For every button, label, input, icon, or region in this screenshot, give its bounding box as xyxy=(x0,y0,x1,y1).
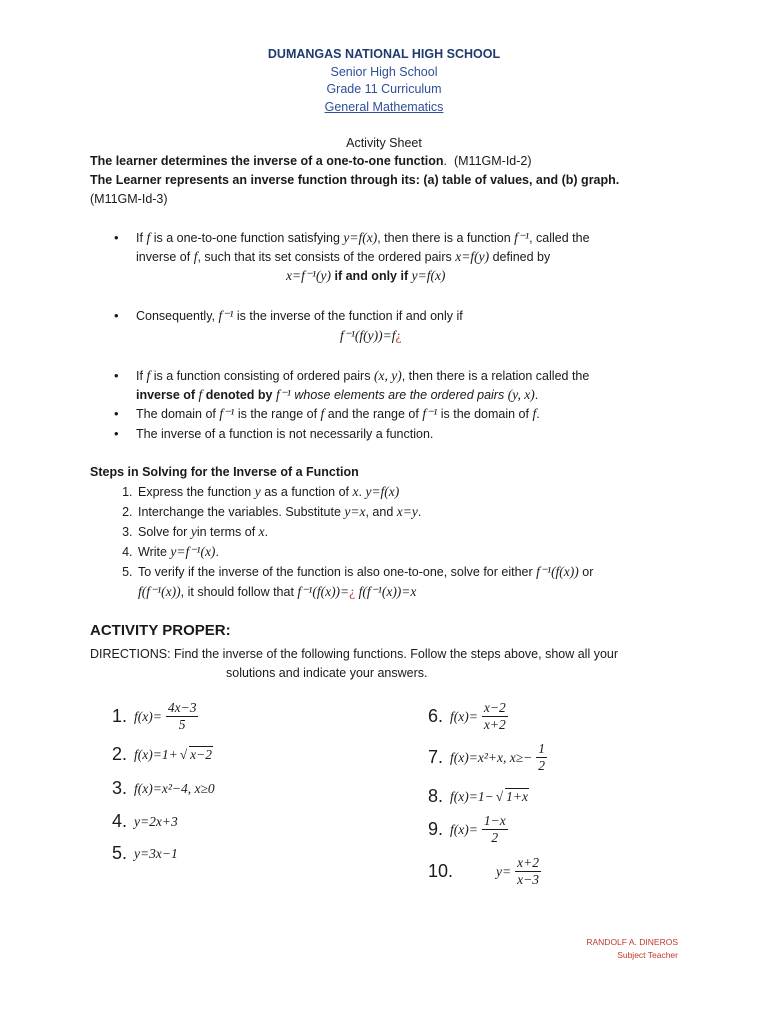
competency-2-code: (M11GM-Id-3) xyxy=(90,192,168,206)
problem-3: 3. f(x)=x²−4, x≥0 xyxy=(112,778,215,798)
problem-10: 10. y= $\frac{x+2}{x-3}$ xyxy=(428,855,539,887)
step-1: 1. Express the function y as a function of x. y=f(x) xyxy=(136,482,696,502)
document-header xyxy=(0,46,768,116)
bullet-relation-line-2: inverse of f denoted by f⁻¹ whose elements are the ordered pairs (y, x). xyxy=(136,387,539,402)
step-5: 5. To verify if the inverse of the function is also one-to-one, solve for either f⁻¹(f(x)) or f(f⁻¹(x)), it should follow that f⁻¹(f(x))=¿ f(f⁻¹(x))=x xyxy=(136,562,696,602)
problem-8: 8. f(x)=1− √ 1+x xyxy=(428,786,528,806)
bullet-not-necessarily: The inverse of a function is not necessarily a function. xyxy=(136,427,434,441)
problem-4: 4. y=2x+3 xyxy=(112,811,178,831)
bullet-consequently: Consequently, f⁻¹ is the inverse of the function if and only if xyxy=(136,308,463,323)
competency-1: The learner determines the inverse of a one-to-one function. (M11GM-Id-2) xyxy=(90,154,532,168)
school-name: DUMANGAS NATIONAL HIGH SCHOOL xyxy=(267,47,501,61)
bullet-one-line-2: inverse of f, such that its set consists of the ordered pairs x=f(y) defined by xyxy=(136,249,551,264)
inverse-identity-equation: f⁻¹(f(y))=f¿ xyxy=(340,328,402,343)
bullet-dot: • xyxy=(114,308,119,323)
bullet-dot: • xyxy=(114,230,119,245)
bullet-domain-range: The domain of f⁻¹ is the range of f and the range of f⁻¹ is the domain of f. xyxy=(136,406,540,421)
bullet-dot: • xyxy=(114,406,119,421)
problem-9: 9. f(x)= $\frac{1-x}{2}$ xyxy=(428,813,506,845)
step-4: 4. Write y=f⁻¹(x). xyxy=(136,542,696,562)
teacher-signature xyxy=(586,936,678,962)
problem-5: 5. y=3x−1 xyxy=(112,843,178,863)
activity-title: Activity Sheet xyxy=(346,136,422,150)
directions-line-1: DIRECTIONS: Find the inverse of the following functions. Follow the steps above, show all your xyxy=(90,647,619,661)
activity-proper-heading: ACTIVITY PROPER: xyxy=(90,622,231,639)
teacher-role: Subject Teacher xyxy=(617,950,678,960)
problem-2: 2. f(x)=1+ √ x−2 xyxy=(112,744,212,764)
bullet-dot: • xyxy=(114,368,119,383)
subject-title: General Mathematics xyxy=(324,99,444,114)
step-3: 3. Solve for yin terms of x. xyxy=(136,522,696,542)
steps-list xyxy=(112,482,696,602)
problem-7: 7. f(x)=x²+x, x≥− $\frac{1}{2}$ xyxy=(428,741,545,773)
bullet-dot: • xyxy=(114,426,119,441)
problem-6: 6. f(x)= $\frac{x-2}{x+2}$ xyxy=(428,700,506,732)
curriculum: Grade 11 Curriculum xyxy=(326,82,442,96)
bullet-one-one-definition: If f is a one-to-one function satisfying y=f(x), then there is a function f⁻¹, called the xyxy=(136,230,590,245)
teacher-name: RANDOLF A. DINEROS xyxy=(586,937,678,947)
bullet-one-line-3: x=f⁻¹(y) if and only if y=f(x) xyxy=(286,268,446,283)
competency-2: The Learner represents an inverse function through its: (a) table of values, and (b) graph. xyxy=(90,173,620,187)
problem-1: 1. f(x)= $\frac{4x-3}{5}$ xyxy=(112,700,197,732)
bullet-relation: If f is a function consisting of ordered pairs (x, y), then there is a relation called the xyxy=(136,368,590,383)
school-level: Senior High School xyxy=(330,64,438,79)
directions-line-2: solutions and indicate your answers. xyxy=(226,666,428,680)
step-2: 2. Interchange the variables. Substitute y=x, and x=y. xyxy=(136,502,696,522)
steps-title: Steps in Solving for the Inverse of a Function xyxy=(90,465,359,479)
